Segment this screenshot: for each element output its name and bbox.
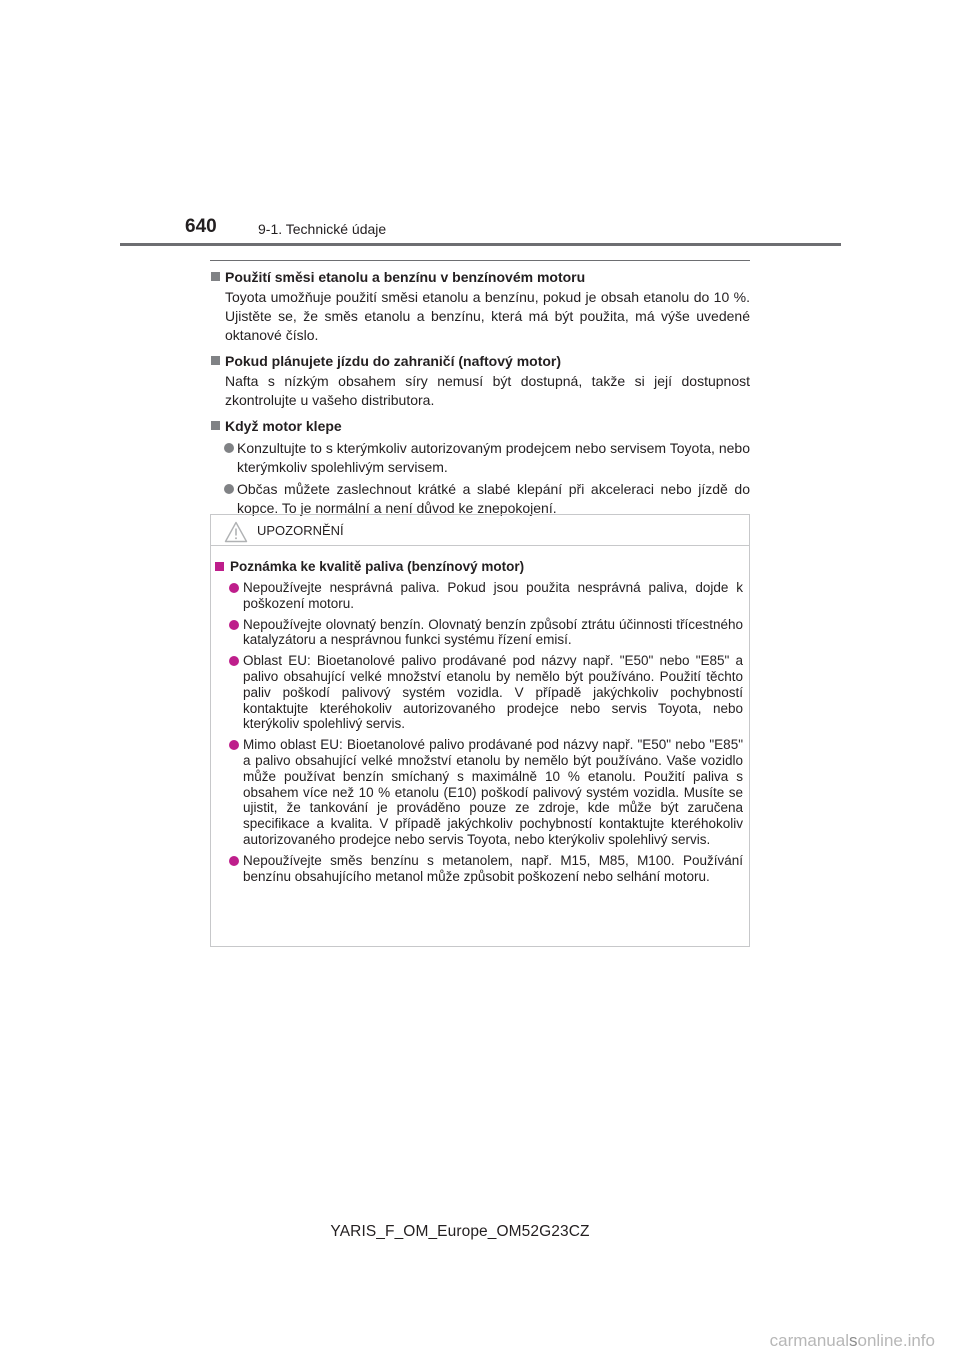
list-item <box>215 653 743 732</box>
header-divider <box>120 243 841 246</box>
warning-box <box>210 514 750 947</box>
section-heading-ethanol <box>208 267 750 287</box>
section-heading-abroad <box>208 351 750 371</box>
circle-bullet-icon <box>229 856 239 866</box>
square-bullet-icon <box>211 272 220 281</box>
page-number: 640 <box>185 216 217 237</box>
square-bullet-icon <box>211 356 220 365</box>
heading-text: Použití směsi etanolu a benzínu v benzínovém motoru <box>225 269 586 285</box>
list-item-text: Mimo oblast EU: Bioetanolové palivo prodávané pod názvy např. "E50" nebo "E85" a palivo obsahující velké množství etanolu by nemělo být používáno. Vaše vozidlo může používat benzín smíchaný s maximálně 10 % etanolu. Použití paliva s obsahem více než 10 % etanolu (E10) poškodí palivový systém vozidla. Musíte se ujistit, že tankování je prováděno pouze ze zdroje, kde může být zaručena specifikace a kvalita. V případě jakýchkoliv pochybností kontaktujte kteréhokoliv autorizovaného prodejce nebo servis Toyota, nebo kterýkoliv spolehlivý servis. <box>243 737 743 847</box>
square-bullet-icon <box>215 562 224 571</box>
list-item <box>215 580 743 612</box>
circle-bullet-icon <box>224 443 234 453</box>
list-item <box>215 853 743 885</box>
section-title: 9-1. Technické údaje <box>258 221 387 237</box>
warning-body <box>211 546 749 884</box>
list-item-text: Nepoužívejte nesprávná paliva. Pokud jsou použita nesprávná paliva, dojde k poškození motoru. <box>243 580 743 611</box>
section-text-ethanol: Toyota umožňuje použití směsi etanolu a benzínu, pokud je obsah etanolu do 10 %. Ujistěte se, že směs etanolu a benzínu, která má být použita, má výše uvedené oktanové číslo. <box>225 289 750 343</box>
watermark-highlight: s <box>848 1331 858 1350</box>
watermark-suffix: online.info <box>857 1331 935 1350</box>
warning-header <box>211 515 749 546</box>
content-divider <box>210 260 750 261</box>
list-item-text: Oblast EU: Bioetanolové palivo prodávané pod názvy např. "E50" nebo "E85" a palivo obsahující velké množství etanolu by nemělo být používáno. Použití těchto paliv poškodí palivový systém vozidla. V případě jakýchkoliv pochybností kontaktujte kteréhokoliv autorizovaného prodejce nebo servis Toyota, nebo kterýkoliv spolehlivý servis. <box>243 653 743 732</box>
list-item-text: Nepoužívejte směs benzínu s metanolem, např. M15, M85, M100. Používání benzínu obsahujícího metanol může způsobit poškození nebo selhání motoru. <box>243 852 743 884</box>
circle-bullet-icon <box>229 620 239 630</box>
watermark[interactable] <box>770 1331 935 1351</box>
list-item-text: Konzultujte to s kterýmkoliv autorizovaným prodejcem nebo servisem Toyota, nebo kterýmkoliv spolehlivým servisem. <box>237 440 750 475</box>
square-bullet-icon <box>211 421 220 430</box>
heading-text: Když motor klepe <box>225 418 342 434</box>
list-item-text: Občas můžete zaslechnout krátké a slabé klepání při akceleraci nebo jízdě do kopce. To je normální a není důvod ke znepokojení. <box>237 481 750 516</box>
section-heading-knock <box>208 416 750 436</box>
list-item <box>208 480 750 518</box>
warning-heading <box>215 558 743 575</box>
circle-bullet-icon <box>229 583 239 593</box>
main-content <box>208 260 750 518</box>
list-item <box>215 617 743 649</box>
heading-text: Poznámka ke kvalitě paliva (benzínový motor) <box>230 559 525 574</box>
circle-bullet-icon <box>229 740 239 750</box>
list-item-text: Nepoužívejte olovnatý benzín. Olovnatý benzín způsobí ztrátu účinnosti třícestného katalyzátoru a nesprávnou funkci systému řízení emisí. <box>243 616 743 648</box>
circle-bullet-icon <box>229 656 239 666</box>
page-header <box>0 0 960 250</box>
watermark-prefix: carmanual <box>769 1331 849 1350</box>
warning-title: UPOZORNĚNÍ <box>257 523 344 538</box>
list-item <box>208 439 750 477</box>
circle-bullet-icon <box>224 484 234 494</box>
list-item <box>215 737 743 848</box>
document-code: YARIS_F_OM_Europe_OM52G23CZ <box>330 1223 590 1240</box>
heading-text: Pokud plánujete jízdu do zahraničí (naftový motor) <box>225 353 562 369</box>
warning-triangle-icon <box>224 521 248 543</box>
section-text-abroad: Nafta s nízkým obsahem síry nemusí být dostupná, takže si její dostupnost zkontrolujte u vašeho distributora. <box>225 373 750 408</box>
